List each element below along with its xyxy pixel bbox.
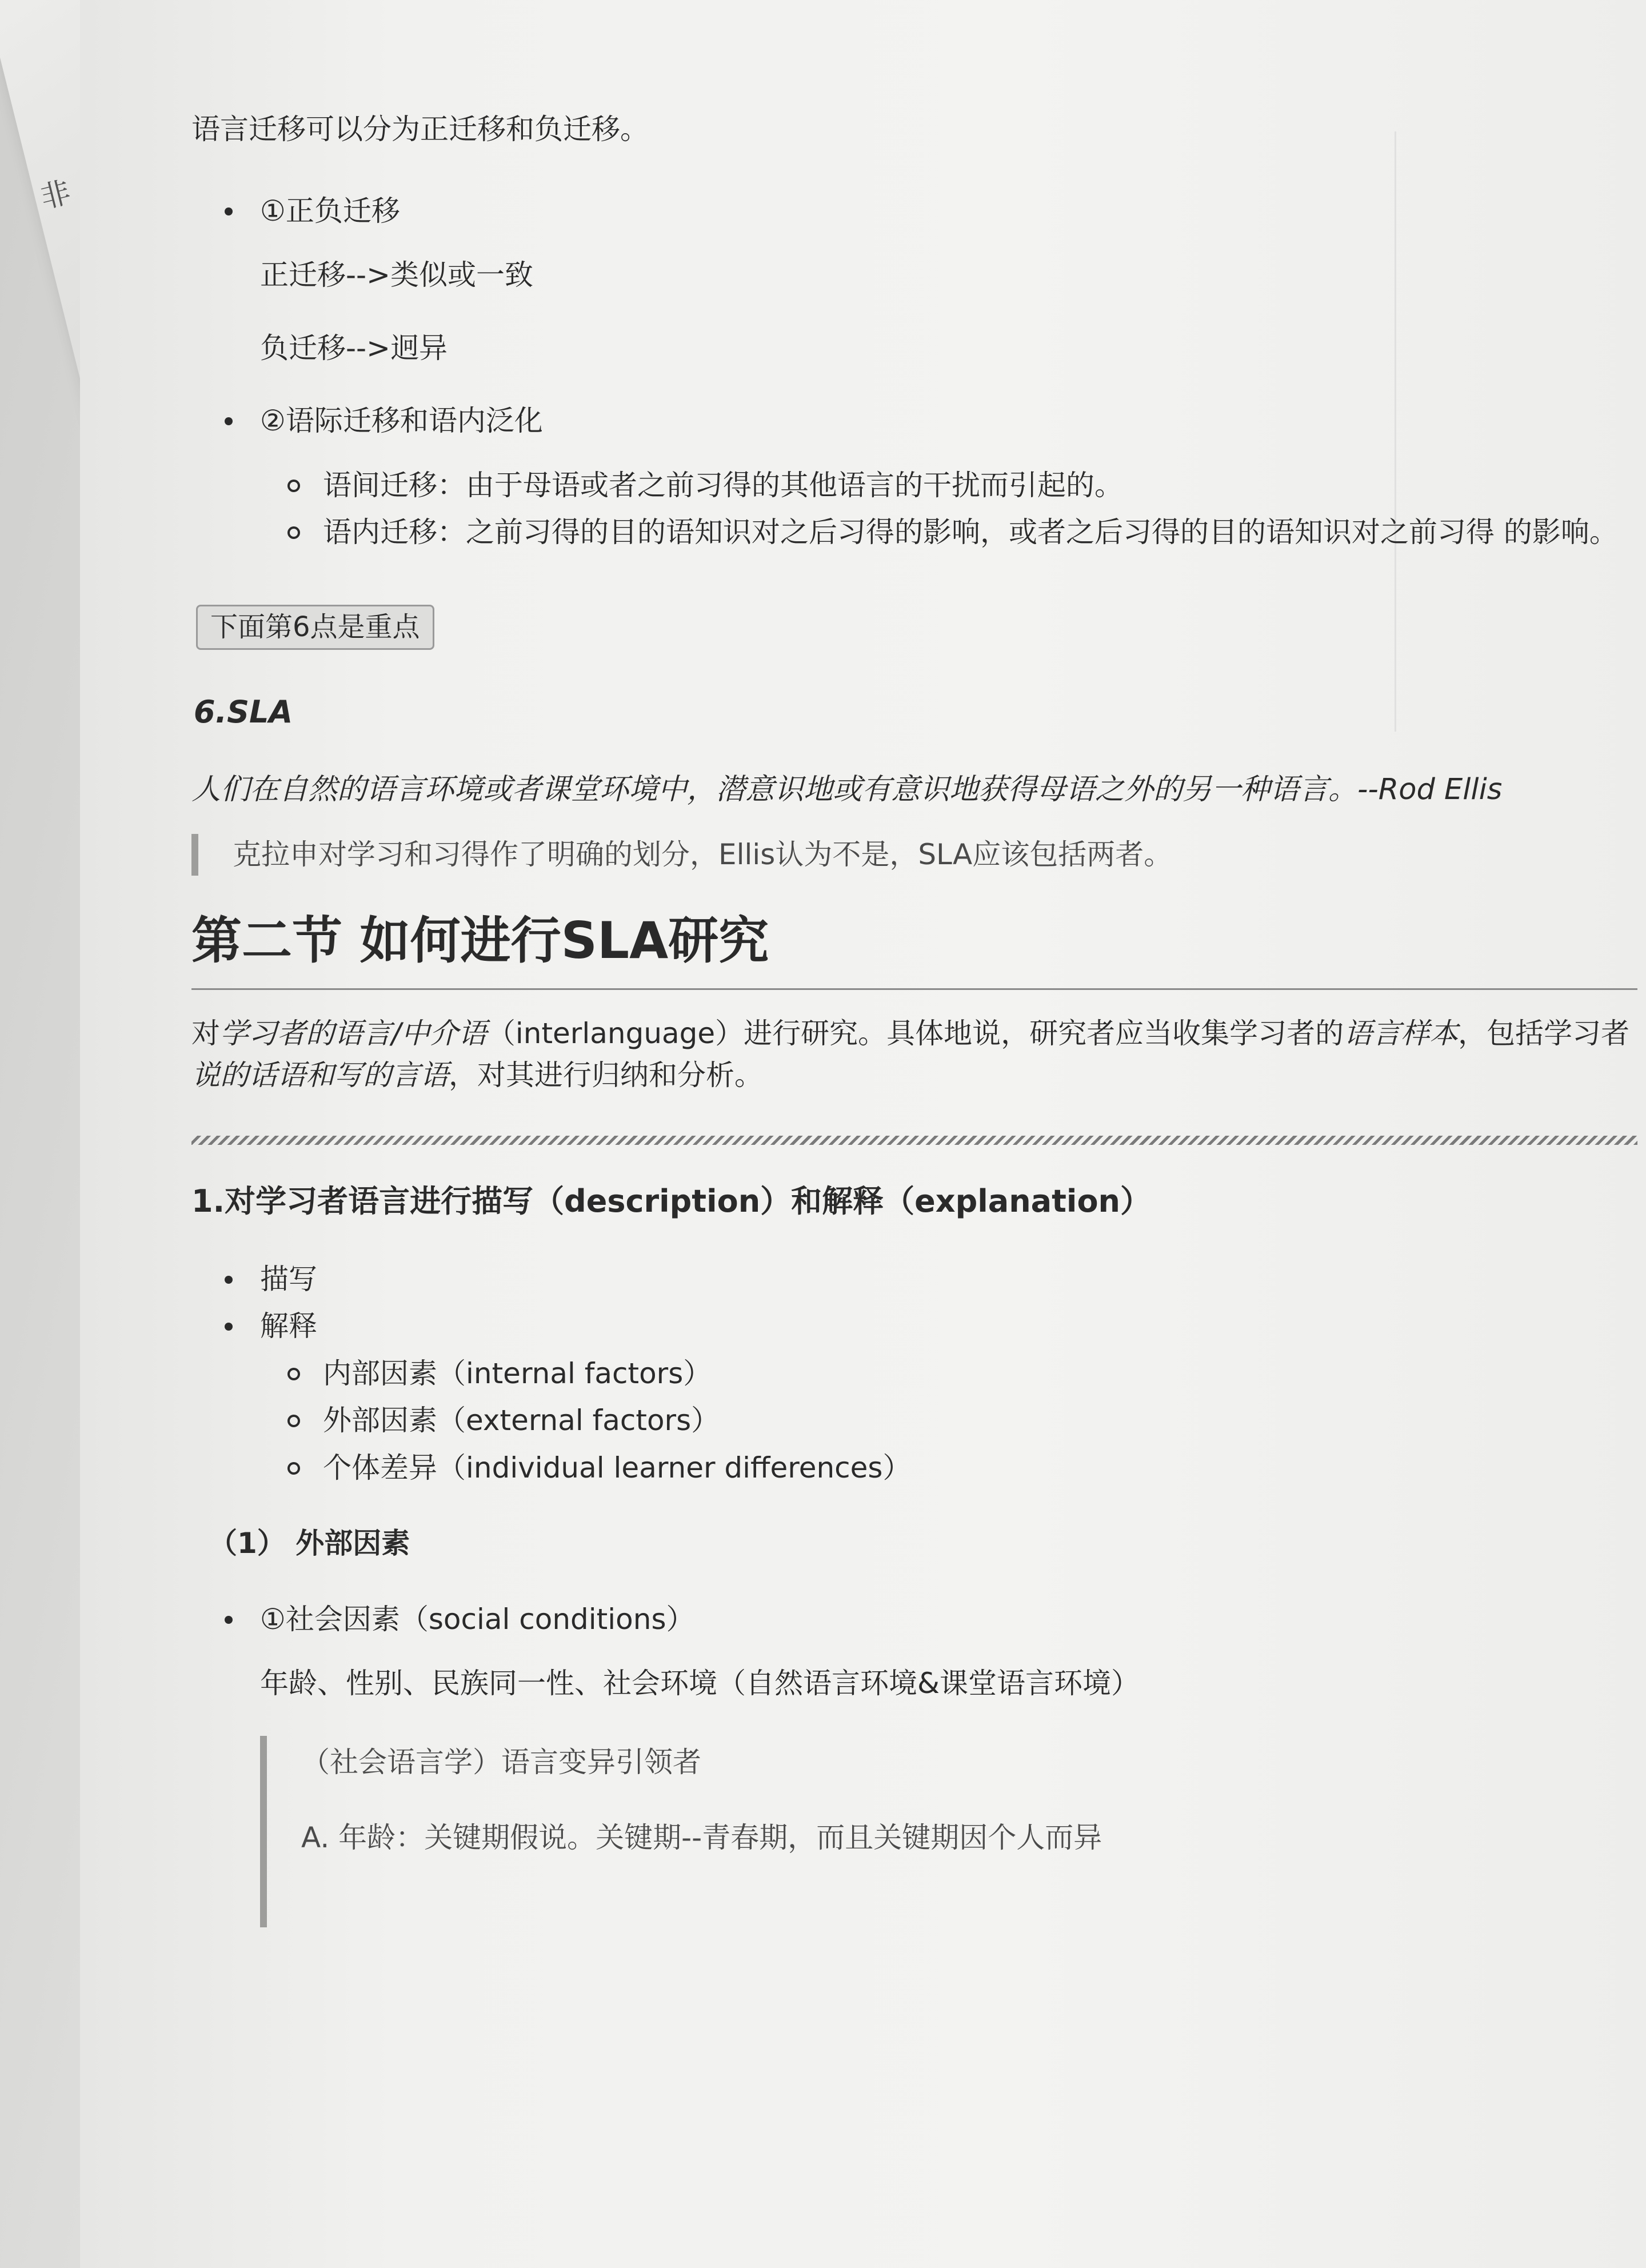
italic-run: 学习者的语言/中介语 [220,1017,487,1051]
highlight-note-tag: 下面第6点是重点 [196,605,434,650]
bullet-title: ①正负迁移 [260,194,400,227]
text-run: 对 [191,1017,220,1051]
bullet-interlingual [191,400,1637,442]
text-run: ，对其进行归纳和分析。 [449,1058,763,1092]
intro-text: 语言迁移可以分为正迁移和负迁移。 [191,113,649,146]
social-factors-line: 年龄、性别、民族同一性、社会环境（自然语言环境&课堂语言环境） [260,1667,1140,1700]
external-factors-heading: （1） 外部因素 [209,1527,410,1560]
bullet-explain [191,1305,1637,1347]
interlingual-sublist [191,465,1637,553]
negative-transfer-line: 负迁移-->迥异 [260,331,448,365]
italic-run: 语言样本 [1344,1017,1459,1051]
final-blockquote [260,1736,1637,1927]
bullet-describe [191,1259,1637,1300]
bullet-title: 解释 [260,1309,317,1343]
document-page [80,0,1646,2268]
sla-definition: 人们在自然的语言环境或者课堂环境中，潜意识地或有意识地获得母语之外的另一种语言。--Rod Ellis [191,773,1503,807]
factors-sublist [191,1353,1637,1489]
list-item: 语内迁移：之前习得的目的语知识对之后习得的影响，或者之后习得的目的语知识对之前习得 的影响。 [191,512,1637,553]
blockquote-text: 克拉申对学习和习得作了明确的划分，Ellis认为不是，SLA应该包括两者。 [233,838,1173,872]
blockquote-text: A. 年龄：关键期假说。关键期--青春期，而且关键期因个人而异 [301,1821,1102,1855]
text-run: ，包括学习者 [1458,1017,1630,1051]
edge-glyph: 非 [37,175,74,216]
list-item: 外部因素（external factors） [191,1400,1637,1442]
blockquote-text: （社会语言学）语言变异引领者 [301,1745,701,1779]
list-item: 语间迁移：由于母语或者之前习得的其他语言的干扰而引起的。 [191,465,1637,506]
subsection-heading: 1.对学习者语言进行描写（description）和解释（explanation） [191,1183,1151,1220]
list-item: 个体差异（individual learner differences） [191,1447,1637,1489]
list-item: 内部因素（internal factors） [191,1353,1637,1395]
bullet-title: ②语际迁移和语内泛化 [260,404,543,437]
bullet-title: 描写 [260,1262,317,1296]
bullet-title: ①社会因素（social conditions） [260,1602,695,1636]
sla-blockquote [191,834,1637,876]
section-paragraph [191,1013,1637,1096]
hatched-divider [191,1136,1637,1145]
section-heading: 第二节 如何进行SLA研究 [191,904,1637,991]
positive-transfer-line: 正迁移-->类似或一致 [260,258,533,292]
bullet-social [191,1599,1637,1640]
document-content [191,109,1637,1927]
sla-heading: 6.SLA [194,694,293,730]
text-run: （interlanguage）进行研究。具体地说，研究者应当收集学习者的 [486,1017,1344,1051]
bullet-positive-negative [191,190,1637,232]
italic-run: 说的话语和写的言语 [191,1058,449,1092]
